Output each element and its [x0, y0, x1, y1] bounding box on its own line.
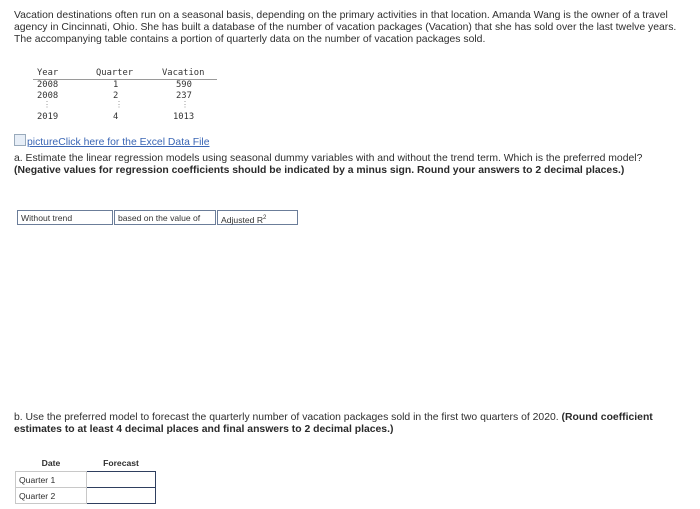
cell-year: 2008: [37, 91, 59, 101]
cell-vacation: 237: [176, 91, 192, 101]
cell-year: 2019: [37, 112, 59, 122]
header-date: Date: [41, 458, 61, 468]
criterion-select-value: Adjusted R: [221, 214, 264, 225]
table-row: [16, 488, 156, 504]
picture-alt-text[interactable]: picture: [27, 137, 59, 148]
ellipsis: ⋮: [115, 100, 123, 109]
header-vacation: Vacation: [162, 68, 205, 78]
forecast-table: [15, 455, 156, 504]
picture-icon: [14, 134, 26, 146]
header-year: Year: [37, 68, 59, 78]
criterion-superscript: 2: [263, 215, 267, 221]
forecast-input[interactable]: [87, 472, 156, 488]
question-a-instructions: (Negative values for regression coefficients should be indicated by a minus sign. Round your answers to 2 decimal places.): [14, 165, 625, 176]
cell-vacation: 1013: [173, 112, 195, 122]
header-quarter: Quarter: [96, 68, 134, 78]
model-select-value: Without trend: [21, 213, 73, 223]
forecast-input[interactable]: [87, 488, 156, 504]
question-b: [14, 412, 690, 436]
model-select[interactable]: [17, 210, 113, 225]
question-b-text: b. Use the preferred model to forecast the quarterly number of vacation packages sold in the first two quarters of 2020.: [14, 412, 559, 423]
forecast-header-row: [16, 455, 156, 472]
question-a: [14, 153, 690, 177]
problem-intro: Vacation destinations often run on a seasonal basis, depending on the primary activities in that location. Amanda Wang is the owner of a travel agency in Cincinnati, Ohio. She has built a database of the number of vacation packages (Vacation) that she has sold over the last twelve years. The accompanying table contains a portion of quarterly data on the number of vacation packages sold.: [14, 10, 677, 45]
cell-quarter: 1: [113, 80, 119, 90]
date-cell: Quarter 2: [16, 488, 87, 504]
header-forecast: Forecast: [103, 458, 139, 468]
date-cell: Quarter 1: [16, 472, 87, 488]
ellipsis: ⋮: [43, 100, 51, 109]
cell-quarter: 2: [113, 91, 119, 101]
cell-vacation: 590: [176, 80, 192, 90]
question-a-text: a. Estimate the linear regression models using seasonal dummy variables with and without the trend term. Which is the preferred model?: [14, 153, 643, 164]
criterion-select[interactable]: [217, 210, 298, 225]
excel-link-row[interactable]: [14, 134, 210, 148]
explanation-label: based on the value of: [118, 213, 201, 223]
cell-year: 2008: [37, 80, 59, 90]
cell-quarter: 4: [113, 112, 119, 122]
excel-data-link[interactable]: Click here for the Excel Data File: [58, 137, 210, 148]
table-row: [16, 472, 156, 488]
question-b-instructions: (Round coefficient estimates to at least 4 decimal places and final answers to 2 decimal places.): [14, 412, 653, 435]
explanation-text: [114, 210, 216, 225]
ellipsis: ⋮: [181, 100, 189, 109]
